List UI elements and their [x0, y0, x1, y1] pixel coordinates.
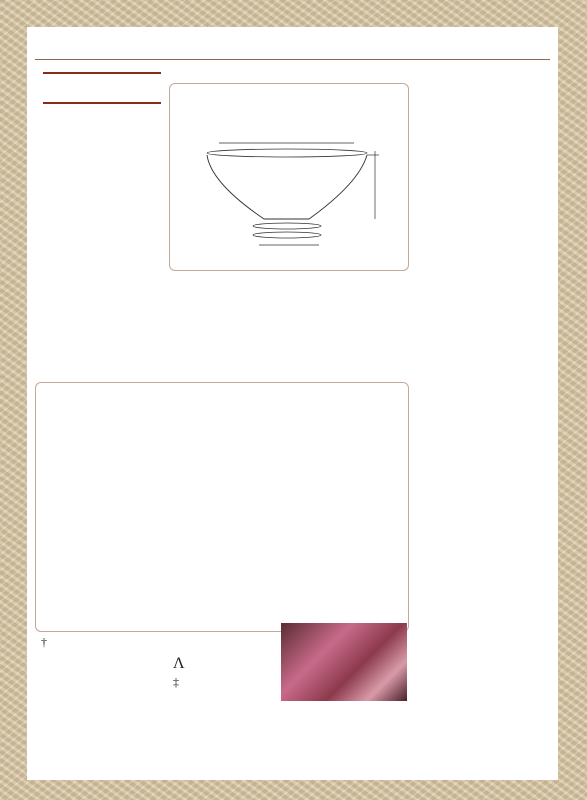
- legend-item: [173, 655, 273, 672]
- poncho-photo: [281, 623, 407, 701]
- legend-item: [173, 677, 273, 689]
- page: [27, 27, 558, 780]
- poncho-schematic: [169, 83, 407, 269]
- double-treble-icon: ‡: [173, 675, 181, 689]
- legend: [41, 623, 281, 649]
- crochet-chart: [35, 401, 407, 629]
- title-top-rule: [43, 72, 161, 74]
- materials-column: [43, 119, 165, 131]
- treble-icon: †: [41, 635, 49, 649]
- dtr-together-icon: Λ: [173, 655, 187, 672]
- legend-item: [41, 637, 281, 649]
- title-bottom-rule: [43, 102, 161, 104]
- legend-col-2: [173, 655, 273, 689]
- header-rule: [35, 59, 550, 60]
